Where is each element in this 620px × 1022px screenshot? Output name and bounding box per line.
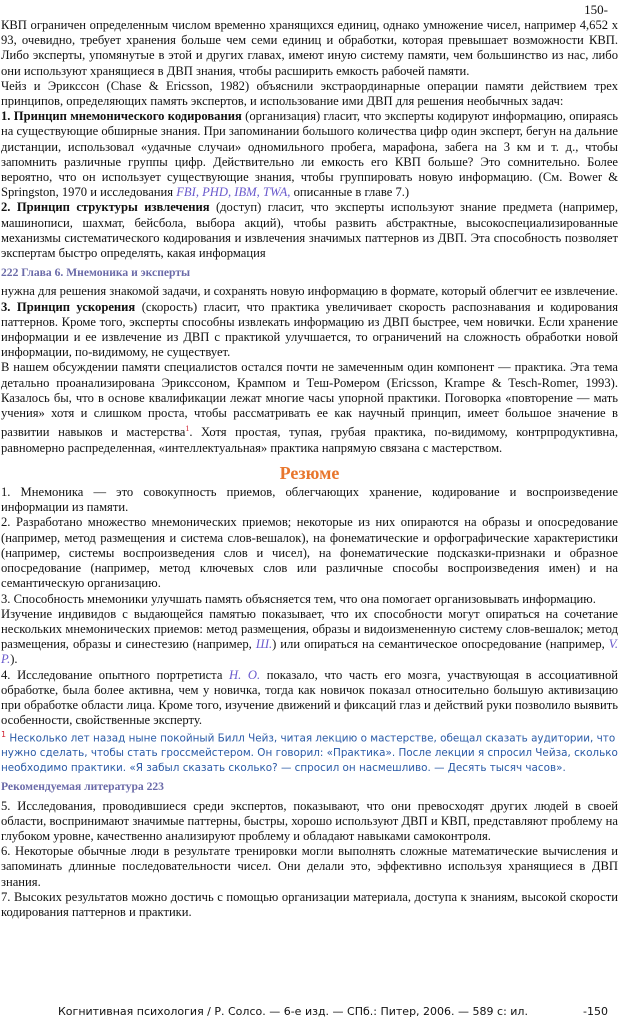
footnote-mark[interactable]: 1 <box>185 424 190 434</box>
individuals-text: Изучение индивидов с выдающейся памятью показывает, что их способности могут опираться на сочетание нескольких мнемонических приемов: метод размещения, образы и видоизмененную систему слов-вешалок; метод размещения, образы и синестезию (например, <box>1 606 618 652</box>
summary-title: Резюме <box>279 462 340 483</box>
individuals-ref-vp[interactable]: V. P. <box>1 637 618 667</box>
principle-2-label: 2. Принцип структуры извлечения <box>1 200 210 215</box>
principle-3-pre: нужна для решения знакомой задачи, и сохранять новую информацию в формате, который облегчит ее извлечение. <box>1 284 618 299</box>
individuals-ref-sh[interactable]: Ш. <box>255 637 273 652</box>
principle-3-label: 3. Принцип ускорения <box>1 299 136 314</box>
item4-ref[interactable]: Н. О. <box>229 667 261 682</box>
summary-item-2: 2. Разработано множество мнемонических приемов; некоторые из них опираются на образы и опосредование (например, метод размещения и система слов-вешалок), на фонематические и орфографические характеристики (например, системы воспроизведения слов и чисел), на фонематические подсказки-признаки и образное опосредование (например, метод ключевых слов или различные способы воспроизведения имен) и на семантическую организацию. <box>1 515 618 591</box>
summary-item-3: 3. Способность мнемоники улучшать память объясняется тем, что она помогает организовывать информацию. <box>1 591 596 606</box>
summary-item-5: 5. Исследования, проводившиеся среди экспертов, показывают, что они превосходят других людей в своей области, воспринимают значимые паттерны, быстры, хорошо используют ДВП и КВП, представляют проблему на глубоком уровне, качественно анализируют проблему и обладают навыками самоконтроля. <box>1 798 618 843</box>
practice-text: В нашем обсуждении памяти специалистов остался почти не замеченным один компонент — практика. Эта тема детально проанализирована Эрикссоном, Крампом и Теш-Ромером (Ericsson, Krampe & Tesch-Romer, 1993). Казалось бы, что в основе квалификации лежат многие часы упорной практики. Поговорка «повторение — мать учения» хотя и слишком проста, чтобы рассматривать ее как научный принцип, имеет большое значение в развитии навыков и мастерства <box>1 360 618 440</box>
individuals-mid: ) или опираться на семантическое опосредование (например, <box>272 637 609 652</box>
principle-1-text: (организация) гласит, что эксперты кодируют информацию, опираясь на существующие обширные знания. При запоминании большого количества цифр один эксперт, бегун на дальние дистанции, использовал «удачные случаи» одномильного пробега, марафона, забега на 3 км и т. д., чтобы запомнить различные группы цифр. Действительно ли емкость его КВП больше? Это сомнительно. Более вероятно, что он использует существующие знания, чтобы группировать новую информацию. (См. Bower & Springston, 1970 и исследования <box>1 109 619 200</box>
item4-pre: 4. Исследование опытного портретиста <box>1 667 230 682</box>
principle-1 <box>1 109 618 200</box>
principle-3-text: (скорость) гласит, что практика увеличивает скорость распознавания и кодирования паттернов. Кроме того, эксперты способны извлекать информацию из ДВП быстрее, чем новички. Если хранение информации и ее извлечение из ДВП с практикой улучшается, то ограничений на сложность обработки новой информации, по-видимому, не существует. <box>1 299 618 360</box>
section-heading-chapter-6: 222 Глава 6. Мнемоника и эксперты <box>1 266 191 280</box>
paragraph-practice <box>1 360 618 455</box>
page-number-top: 150- <box>584 2 608 17</box>
principle-3 <box>1 284 618 360</box>
summary-item-1: 1. Мнемоника — это совокупность приемов, облегчающих хранение, кодирование и воспроизведение информации из памяти. <box>1 485 618 515</box>
principle-1-ref[interactable]: FBI, PHD, IBM, TWA, <box>176 185 291 200</box>
item4-text: показало, что часть его мозга, участвующая в ассоциативной обработке, была более активна, чем у новичка, тогда как новичок показал относительно большую активизацию при обработке области лица. Кроме того, изучение движений и фиксаций глаз и действий руки позволило выявить особенности, свойственные эксперту. <box>1 667 618 728</box>
individuals-tail: ). <box>10 652 18 667</box>
principle-2-text: (доступ) гласит, что эксперты используют знание предмета (например, машинописи, шахмат, бейсбола, выбора акций), чтобы развить абстрактные, высокоспециализированные механизмы систематического кодирования и извлечения значимых паттернов из ДВП. Эта способность позволяет экспертам быстро определять, какая информация <box>1 200 618 261</box>
practice-tail: . Хотя простая, тупая, грубая практика, по-видимому, контрпродуктивна, равномерно распределенная, «интеллектуальная» практика напрямую связана с мастерством. <box>1 425 618 455</box>
paragraph-chase-ericsson: Чейз и Эрикссон (Chase & Ericsson, 1982) объяснили экстраординарные операции памяти действием трех принципов, определяющих память экспертов, и использование ими ДВП для решения необычных задач: <box>1 78 618 109</box>
summary-item-6: 6. Некоторые обычные люди в результате тренировки могли выполнять сложные математические вычисления и запоминать длинные последовательности чисел. Они делали это, эффективно используя хранящиеся в ДВП знания. <box>1 844 618 889</box>
page-body <box>1 18 618 920</box>
summary-item-4 <box>1 668 618 729</box>
paragraph-individuals <box>1 607 618 668</box>
footnote <box>1 728 618 775</box>
summary-item-7: 7. Высоких результатов можно достичь с помощью организации материала, доступа к знаниям, высокой скорости кодирования паттернов и практики. <box>1 889 618 919</box>
section-heading-recommended-reading: Рекомендуемая литература 223 <box>1 780 164 794</box>
principle-1-tail: описанные в главе 7.) <box>290 185 410 200</box>
footnote-number: 1 <box>1 730 7 740</box>
footer-citation: Когнитивная психология / Р. Солсо. — 6-е изд. — СПб.: Питер, 2006. — 589 с: ил. <box>58 1005 528 1018</box>
principle-1-label: 1. Принцип мнемонического кодирования <box>1 109 242 124</box>
page-number-bottom: -150 <box>583 1005 608 1018</box>
footnote-text: Несколько лет назад ныне покойный Билл Чейз, читая лекцию о мастерстве, обещал сказать аудитории, что нужно сделать, чтобы стать гроссмейстером. Он говорил: «Практика». После лекции я спросил Чейза, сколько необходимо практики. «Я забыл сказать сколько? — спросил он насмешливо. — Десять тысяч часов». <box>1 732 618 774</box>
principle-2 <box>1 200 618 261</box>
paragraph-stm-limits: КВП ограничен определенным числом временно хранящихся единиц, однако умножение чисел, например 4,652 x 93, очевидно, требует хранения больше чем семи единиц и обработки, которая превышает возможности КВП. Либо эксперты, упомянутые в этой и других главах, имеют иную систему памяти, чем большинство из нас, либо они используют хранящиеся в ДВП знания, чтобы расширить емкость рабочей памяти. <box>1 18 618 78</box>
